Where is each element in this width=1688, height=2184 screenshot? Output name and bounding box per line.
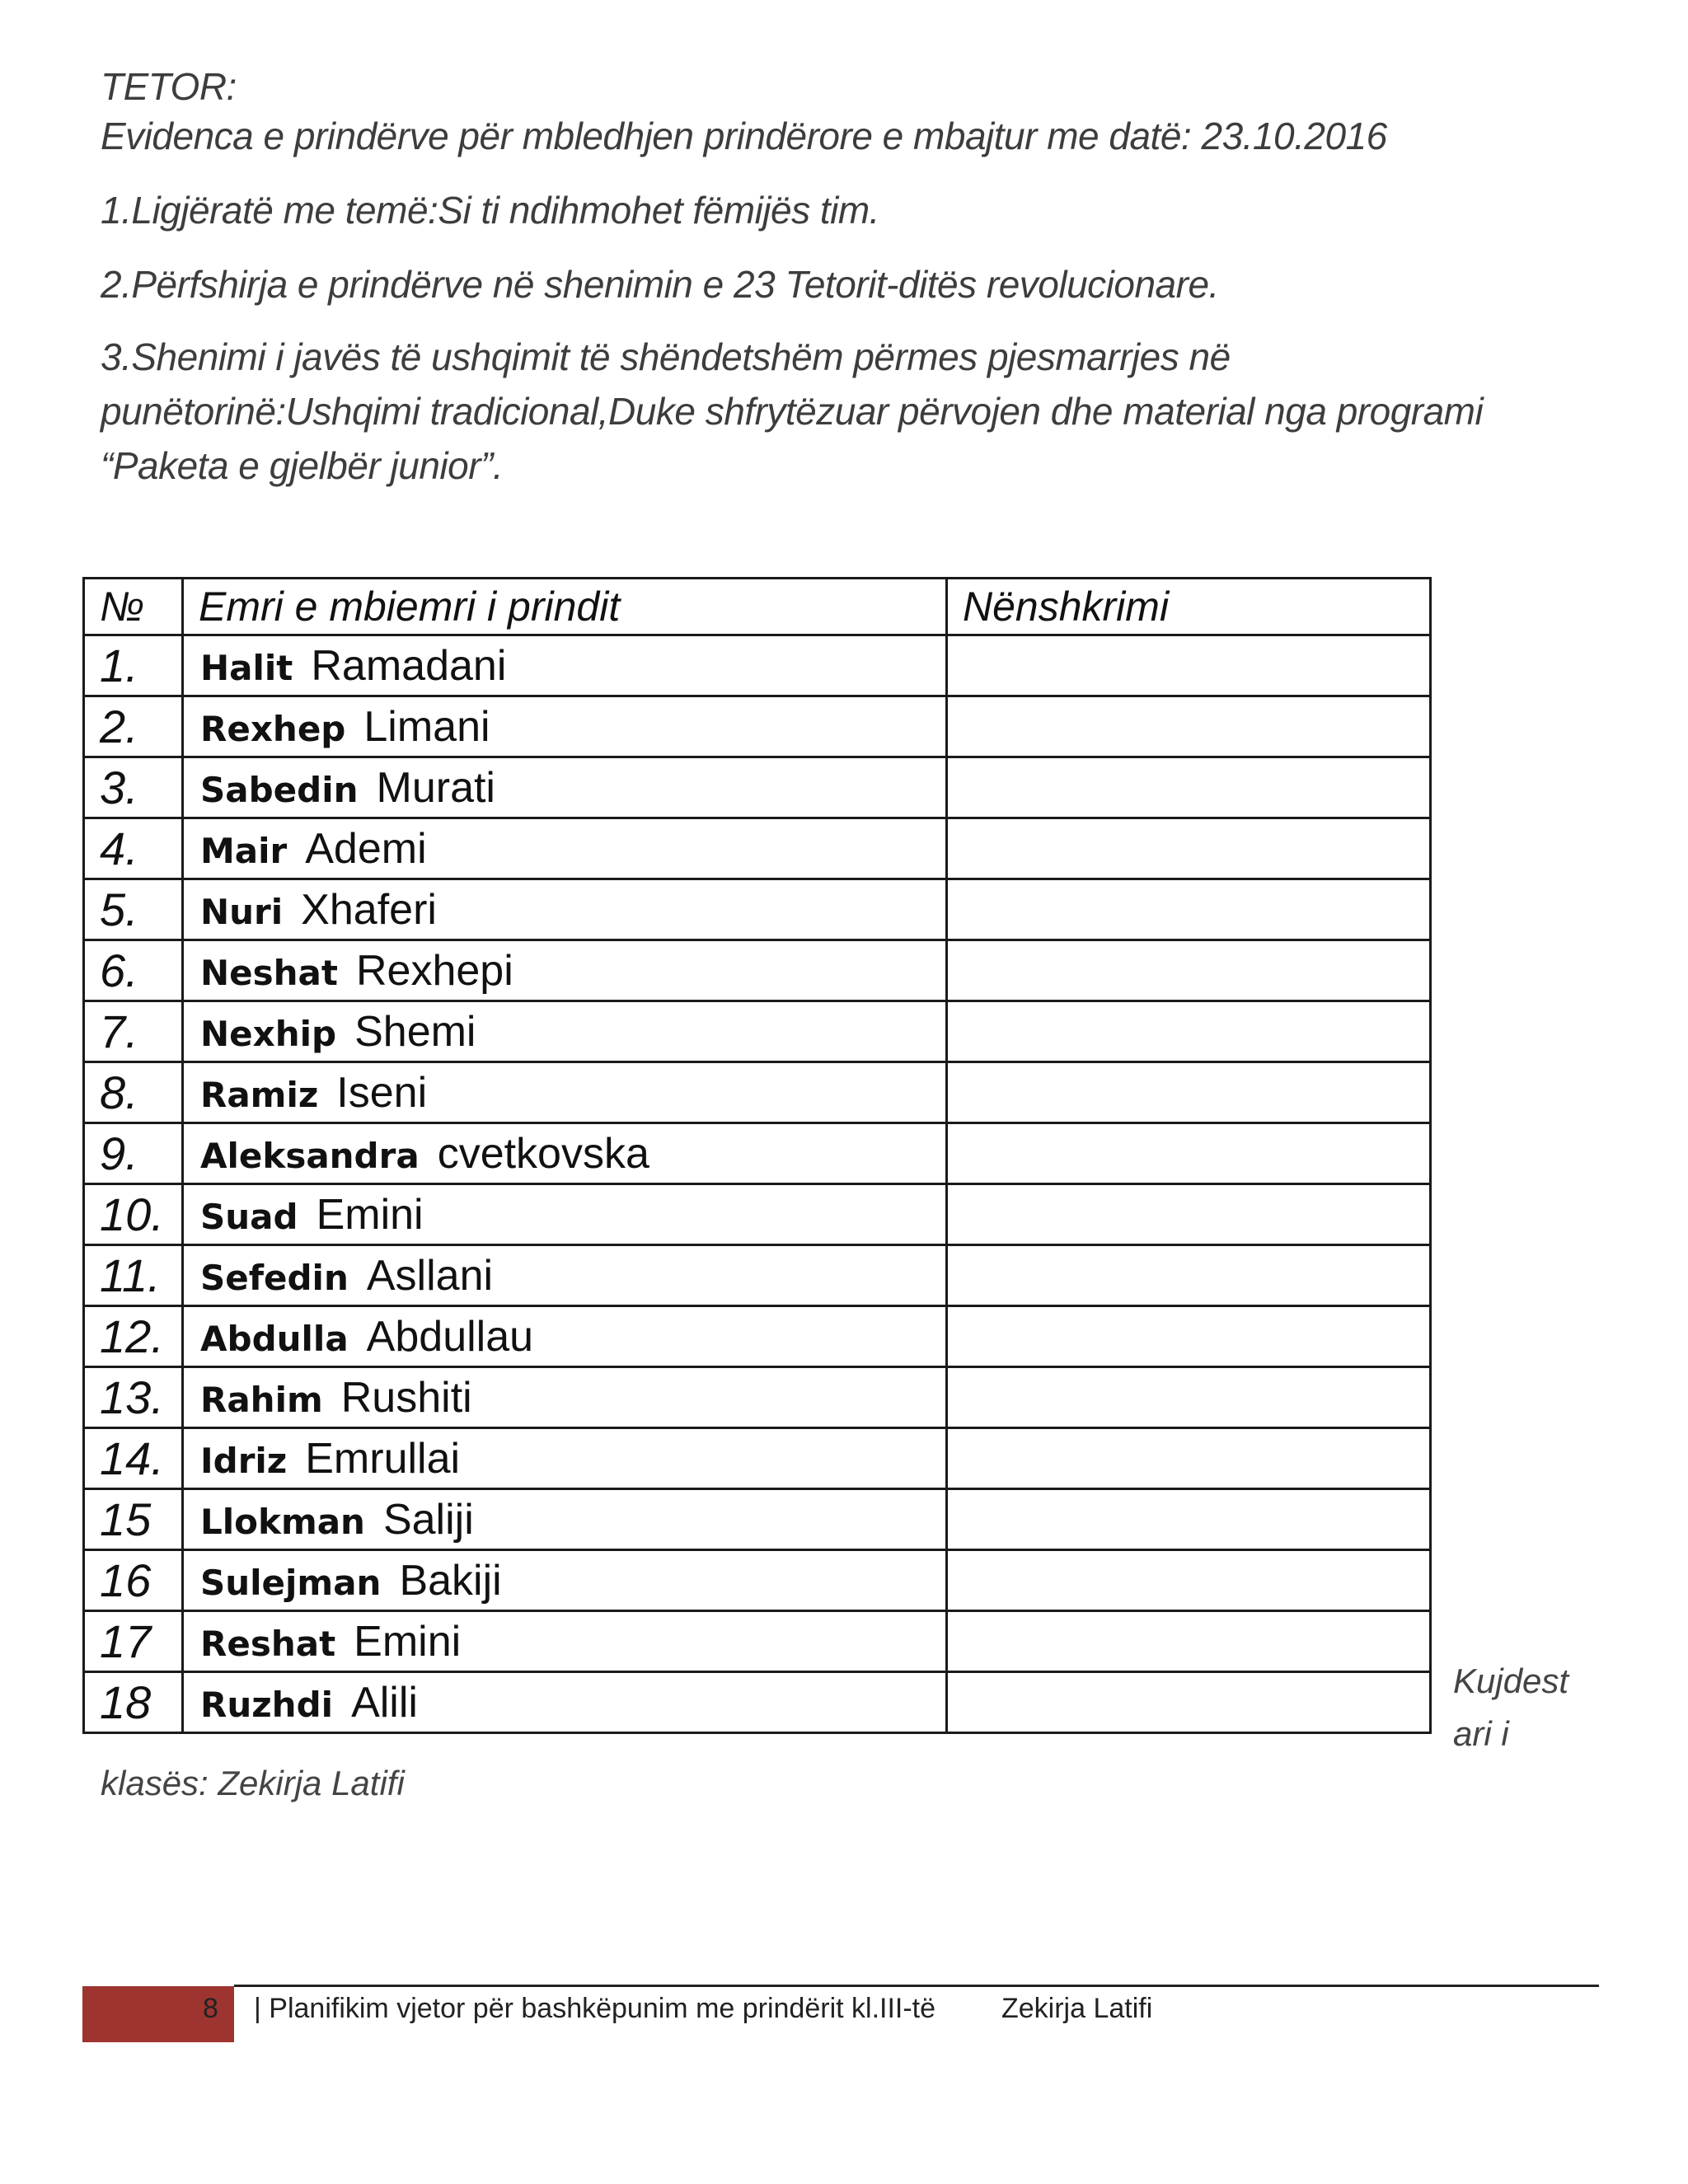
column-header-parent-name: Emri e mbiemri i prindit — [183, 579, 947, 635]
signature-cell[interactable] — [947, 1062, 1431, 1123]
row-number: 3. — [84, 757, 183, 818]
parent-first-name: Mair — [200, 830, 288, 871]
parent-last-name: Emini — [354, 1617, 462, 1666]
parent-last-name: Asllani — [366, 1251, 494, 1300]
signature-cell[interactable] — [947, 1611, 1431, 1672]
parent-first-name: Idriz — [200, 1440, 288, 1481]
table-row — [84, 1245, 1431, 1306]
row-number: 15 — [84, 1489, 183, 1550]
parent-first-name: Ramiz — [200, 1074, 319, 1115]
parent-name-cell — [183, 1367, 947, 1428]
parent-first-name: Halit — [200, 647, 293, 688]
agenda-item-1: 1.Ligjëratë me temë:Si ti ndihmohet fëmijës tim. — [101, 189, 879, 232]
signature-cell[interactable] — [947, 1489, 1431, 1550]
document-title: Evidenca e prindërve për mbledhjen prindërore e mbajtur me datë: 23.10.2016 — [101, 115, 1387, 157]
signature-cell[interactable] — [947, 1123, 1431, 1184]
parent-last-name: Shemi — [354, 1007, 476, 1056]
parent-last-name: Alili — [351, 1678, 418, 1727]
month-heading: TETOR: — [101, 65, 237, 108]
agenda-item-3-line-2: punëtorinë:Ushqimi tradicional,Duke shfrytëzuar përvojen dhe material nga programi — [101, 390, 1484, 433]
parent-name-cell — [183, 1550, 947, 1611]
parent-last-name: cvetkovska — [437, 1129, 649, 1178]
table-row — [84, 1611, 1431, 1672]
parent-first-name: Suad — [200, 1196, 298, 1237]
parent-name-cell — [183, 1062, 947, 1123]
row-number: 12. — [84, 1306, 183, 1367]
parent-name-cell — [183, 1672, 947, 1733]
parent-last-name: Iseni — [336, 1068, 428, 1117]
signature-cell[interactable] — [947, 1184, 1431, 1245]
parent-name-cell — [183, 696, 947, 757]
table-header-row — [84, 579, 1431, 635]
table-row — [84, 1184, 1431, 1245]
parent-last-name: Limani — [363, 702, 490, 751]
signature-cell[interactable] — [947, 940, 1431, 1001]
signature-cell[interactable] — [947, 635, 1431, 696]
row-number: 8. — [84, 1062, 183, 1123]
class-teacher-label-part-1: Kujdest — [1453, 1661, 1569, 1700]
footer-author: Zekirja Latifi — [1001, 1993, 1153, 2024]
footer-rule — [234, 1985, 1599, 1987]
page-number: 8 — [203, 1993, 218, 2024]
parent-name-cell — [183, 1245, 947, 1306]
row-number: 11. — [84, 1245, 183, 1306]
row-number: 4. — [84, 818, 183, 879]
parent-name-cell — [183, 1306, 947, 1367]
signature-cell[interactable] — [947, 1367, 1431, 1428]
parent-name-cell — [183, 1123, 947, 1184]
agenda-item-3-line-3: “Paketa e gjelbër junior”. — [101, 444, 504, 487]
agenda-item-2: 2.Përfshirja e prindërve në shenimin e 23 Tetorit-ditës revolucionare. — [101, 263, 1219, 306]
parent-last-name: Ademi — [305, 824, 427, 873]
parent-first-name: Ruzhdi — [200, 1684, 334, 1725]
table-row — [84, 696, 1431, 757]
row-number: 18 — [84, 1672, 183, 1733]
class-teacher-label-part-2: ari i — [1453, 1714, 1509, 1753]
agenda-item-3-line-1: 3.Shenimi i javës të ushqimit të shëndetshëm përmes pjesmarrjes në — [101, 335, 1231, 378]
parent-name-cell — [183, 1184, 947, 1245]
row-number: 14. — [84, 1428, 183, 1489]
signature-cell[interactable] — [947, 696, 1431, 757]
row-number: 16 — [84, 1550, 183, 1611]
parent-name-cell — [183, 940, 947, 1001]
table-row — [84, 1123, 1431, 1184]
class-teacher-signoff: klasës: Zekirja Latifi — [101, 1764, 405, 1802]
table-row — [84, 1367, 1431, 1428]
parent-first-name: Llokman — [200, 1501, 365, 1542]
row-number: 7. — [84, 1001, 183, 1062]
parent-first-name: Rahim — [200, 1379, 323, 1420]
column-header-signature: Nënshkrimi — [947, 579, 1431, 635]
row-number: 9. — [84, 1123, 183, 1184]
row-number: 5. — [84, 879, 183, 940]
parent-first-name: Neshat — [200, 952, 338, 993]
parent-name-cell — [183, 1428, 947, 1489]
signature-cell[interactable] — [947, 818, 1431, 879]
parent-first-name: Sefedin — [200, 1257, 349, 1298]
table-row — [84, 1001, 1431, 1062]
parent-first-name: Rexhep — [200, 708, 346, 749]
table-row — [84, 879, 1431, 940]
parent-name-cell — [183, 818, 947, 879]
parent-name-cell — [183, 879, 947, 940]
parent-name-cell — [183, 757, 947, 818]
table-row — [84, 1306, 1431, 1367]
parent-first-name: Abdulla — [200, 1318, 349, 1359]
parent-last-name: Ramadani — [311, 641, 507, 690]
table-row — [84, 940, 1431, 1001]
parent-first-name: Sabedin — [200, 769, 359, 810]
parent-last-name: Emrullai — [305, 1434, 461, 1483]
table-row — [84, 1672, 1431, 1733]
row-number: 10. — [84, 1184, 183, 1245]
parent-last-name: Emini — [316, 1190, 424, 1239]
parent-last-name: Murati — [376, 763, 495, 812]
attendance-table — [82, 577, 1432, 1734]
table-row — [84, 818, 1431, 879]
parent-name-cell — [183, 1001, 947, 1062]
parent-name-cell — [183, 1489, 947, 1550]
table-row — [84, 1489, 1431, 1550]
column-header-number: № — [84, 579, 183, 635]
row-number: 17 — [84, 1611, 183, 1672]
table-row — [84, 1550, 1431, 1611]
parent-last-name: Saliji — [382, 1495, 474, 1544]
signature-cell[interactable] — [947, 1245, 1431, 1306]
signature-cell[interactable] — [947, 1550, 1431, 1611]
parent-last-name: Xhaferi — [301, 885, 437, 934]
signature-cell[interactable] — [947, 1672, 1431, 1733]
table-row — [84, 1062, 1431, 1123]
table-row — [84, 757, 1431, 818]
parent-name-cell — [183, 1611, 947, 1672]
parent-last-name: Bakiji — [399, 1556, 502, 1605]
row-number: 2. — [84, 696, 183, 757]
parent-first-name: Sulejman — [200, 1562, 382, 1603]
signature-cell[interactable] — [947, 1001, 1431, 1062]
signature-cell[interactable] — [947, 757, 1431, 818]
parent-last-name: Rexhepi — [355, 946, 513, 995]
parent-name-cell — [183, 635, 947, 696]
parent-first-name: Aleksandra — [200, 1135, 420, 1176]
parent-last-name: Abdullau — [366, 1312, 534, 1361]
row-number: 6. — [84, 940, 183, 1001]
signature-cell[interactable] — [947, 1306, 1431, 1367]
row-number: 13. — [84, 1367, 183, 1428]
table-row — [84, 635, 1431, 696]
signature-cell[interactable] — [947, 879, 1431, 940]
table-row — [84, 1428, 1431, 1489]
parent-first-name: Nuri — [200, 891, 284, 932]
signature-cell[interactable] — [947, 1428, 1431, 1489]
footer-title: | Planifikim vjetor për bashkëpunim me prindërit kl.III-të — [254, 1993, 936, 2024]
parent-first-name: Reshat — [200, 1623, 336, 1664]
parent-first-name: Nexhip — [200, 1013, 337, 1054]
row-number: 1. — [84, 635, 183, 696]
parent-last-name: Rushiti — [340, 1373, 472, 1422]
